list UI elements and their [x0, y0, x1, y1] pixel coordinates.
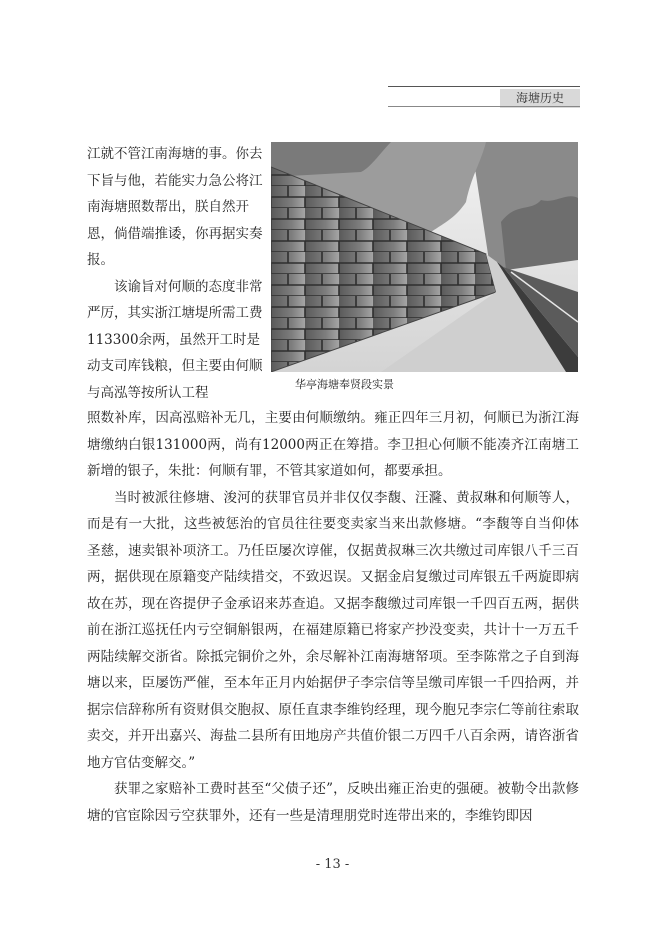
paragraph: 该谕旨对何顺的态度非常严厉，其实浙江塘堤所需工费113300余两，虽然开工时是动支司库钱粮，但主要由何顺与高泓等按所认工程	[87, 278, 263, 401]
seawall-photo	[271, 142, 578, 372]
body-text	[87, 405, 579, 829]
page-number: - 13 -	[315, 857, 350, 872]
paragraph: 江就不管江南海塘的事。你去下旨与他，若能实力急公将江南海塘照数帮出，朕自然开恩，倘借端推诿，你再据实奏报。	[87, 146, 263, 268]
figure-caption: 华亭海塘奉贤段实景	[295, 378, 394, 391]
header-underline	[388, 106, 580, 107]
left-column	[87, 141, 267, 406]
paragraph: 获罪之家赔补工费时甚至“父债子还”，反映出雍正治吏的强硬。被勒令出款修塘的官宦除因亏空获罪外，还有一些是清理朋党时连带出来的，李维钧即因	[87, 781, 579, 824]
section-title: 海塘历史	[500, 89, 580, 108]
paragraph: 照数补库，因高泓赔补无几，主要由何顺缴纳。雍正四年三月初，何顺已为浙江海塘缴纳白银131000两，尚有12000两正在筹措。李卫担心何顺不能凑齐江南塘工新增的银子，朱批：何顺有罪，不管其家道如何，都要承担。	[87, 410, 579, 479]
paragraph: 当时被派往修塘、浚河的获罪官员并非仅仅李馥、汪漋、黄叔琳和何顺等人，而是有一大批，这些被惩治的官员往往要变卖家当来出款修塘。“李馥等自当仰体圣慈，速卖银补项济工。乃任臣屡次谆催，仅据黄叔琳三次共缴过司库银八千三百两，据供现在原籍变产陆续措交，不致迟误。又据金启复缴过司库银五千两旋即病故在苏，现在咨提伊子金承诏来苏查追。又据李馥缴过司库银一千四百五两，据供前在浙江巡抚任内亏空铜斛银两，在福建原籍已将家产抄没变卖，共计十一万五千两陆续解交浙省。除抵完铜价之外，余尽解补江南海塘帑项。至李陈常之子自到海塘以来，臣屡饬严催，至本年正月内始据伊子李宗信等呈缴司库银一千四拾两，并据宗信辞称所有资财俱交胞叔、原任直隶李维钧经理，现今胞兄李宗仁等前往索取卖交，并开出嘉兴、海盐二县所有田地房产共值价银二万四千八百余两，请咨浙省地方官估变解交。”	[87, 489, 579, 771]
